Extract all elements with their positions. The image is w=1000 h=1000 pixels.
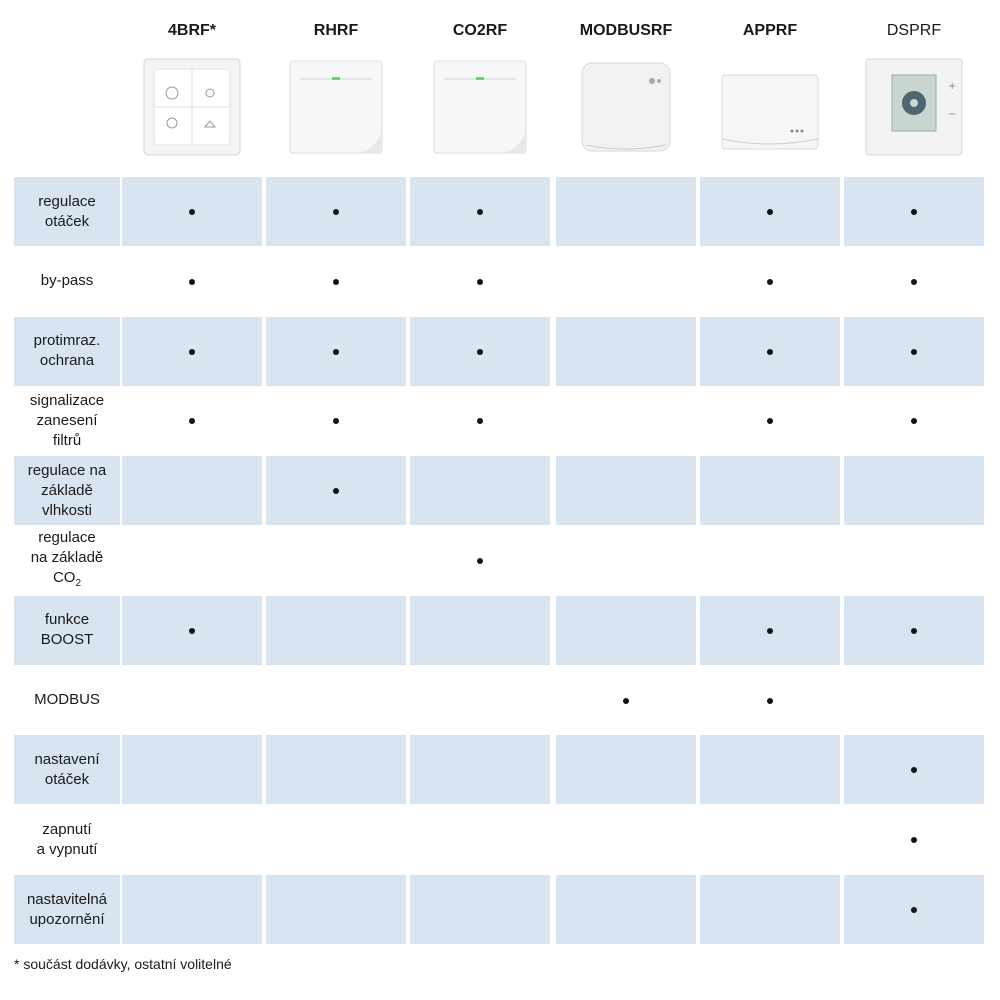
feature-dot (767, 349, 773, 355)
table-cell (700, 875, 840, 944)
row-label-1: by-pass (40, 272, 94, 290)
table-cell (700, 456, 840, 525)
feature-dot (767, 279, 773, 285)
table-cell (122, 456, 262, 525)
table-cell (410, 735, 550, 804)
table-cell (122, 875, 262, 944)
table-cell (266, 875, 406, 944)
svg-text:+: + (948, 81, 957, 92)
row-label-7: MODBUS (34, 691, 100, 709)
co2-subscript: 2 (75, 577, 82, 589)
feature-dot (911, 907, 917, 913)
feature-dot (477, 279, 483, 285)
column-header-4: APPRF (742, 22, 798, 39)
column-header-2: CO2RF (452, 22, 508, 39)
table-cell (410, 875, 550, 944)
row-label-4: regulace na základě vlhkosti (14, 456, 120, 525)
table-cell (266, 735, 406, 804)
feature-dot (189, 209, 195, 215)
feature-dot (189, 349, 195, 355)
table-cell (122, 735, 262, 804)
feature-dot (477, 418, 483, 424)
row-label-0: regulace otáček (14, 177, 120, 246)
feature-dot (623, 698, 629, 704)
feature-dot (333, 279, 339, 285)
co2-text: CO (52, 568, 76, 586)
row-label-text: regulace na základě (30, 528, 104, 566)
table-cell (556, 177, 696, 246)
feature-dot (767, 698, 773, 704)
column-header-3: MODBUSRF (579, 22, 673, 39)
table-cell (556, 596, 696, 665)
feature-dot (911, 418, 917, 424)
humidity-sensor-icon (266, 55, 406, 160)
row-label-6: funkce BOOST (14, 596, 120, 665)
app-gateway-icon (700, 55, 840, 160)
feature-dot (911, 837, 917, 843)
feature-dot (333, 418, 339, 424)
feature-dot (189, 418, 195, 424)
row-label-10: nastavitelná upozornění (14, 875, 120, 944)
feature-dot (477, 209, 483, 215)
feature-dot (477, 558, 483, 564)
table-cell (266, 596, 406, 665)
modbus-module-icon (556, 55, 696, 160)
feature-dot (911, 279, 917, 285)
feature-dot (477, 349, 483, 355)
feature-dot (189, 279, 195, 285)
feature-dot (767, 628, 773, 634)
column-header-1: RHRF (313, 22, 359, 39)
feature-dot (189, 628, 195, 634)
column-header-0: 4BRF* (167, 22, 216, 39)
feature-dot (911, 349, 917, 355)
table-cell (556, 875, 696, 944)
row-label-2: protimraz. ochrana (14, 317, 120, 386)
table-cell (844, 456, 984, 525)
feature-dot (911, 628, 917, 634)
display-controller-icon (844, 55, 984, 160)
column-header-5: DSPRF (886, 22, 942, 39)
svg-text:−: − (948, 109, 957, 120)
table-cell (410, 596, 550, 665)
feature-dot (333, 349, 339, 355)
co2-sensor-icon (410, 55, 550, 160)
table-cell (556, 735, 696, 804)
table-cell (556, 456, 696, 525)
row-label-9: zapnutí a vypnutí (36, 820, 98, 858)
row-label-3: signalizace zanesení filtrů (29, 391, 105, 449)
feature-dot (767, 209, 773, 215)
table-cell (700, 735, 840, 804)
row-label-5 (14, 526, 120, 595)
table-cell (556, 317, 696, 386)
four-button-controller-icon (122, 55, 262, 160)
feature-dot (767, 418, 773, 424)
row-label-8: nastavení otáček (14, 735, 120, 804)
feature-dot (333, 209, 339, 215)
feature-dot (911, 209, 917, 215)
footnote: * součást dodávky, ostatní volitelné (14, 956, 232, 972)
table-cell (410, 456, 550, 525)
